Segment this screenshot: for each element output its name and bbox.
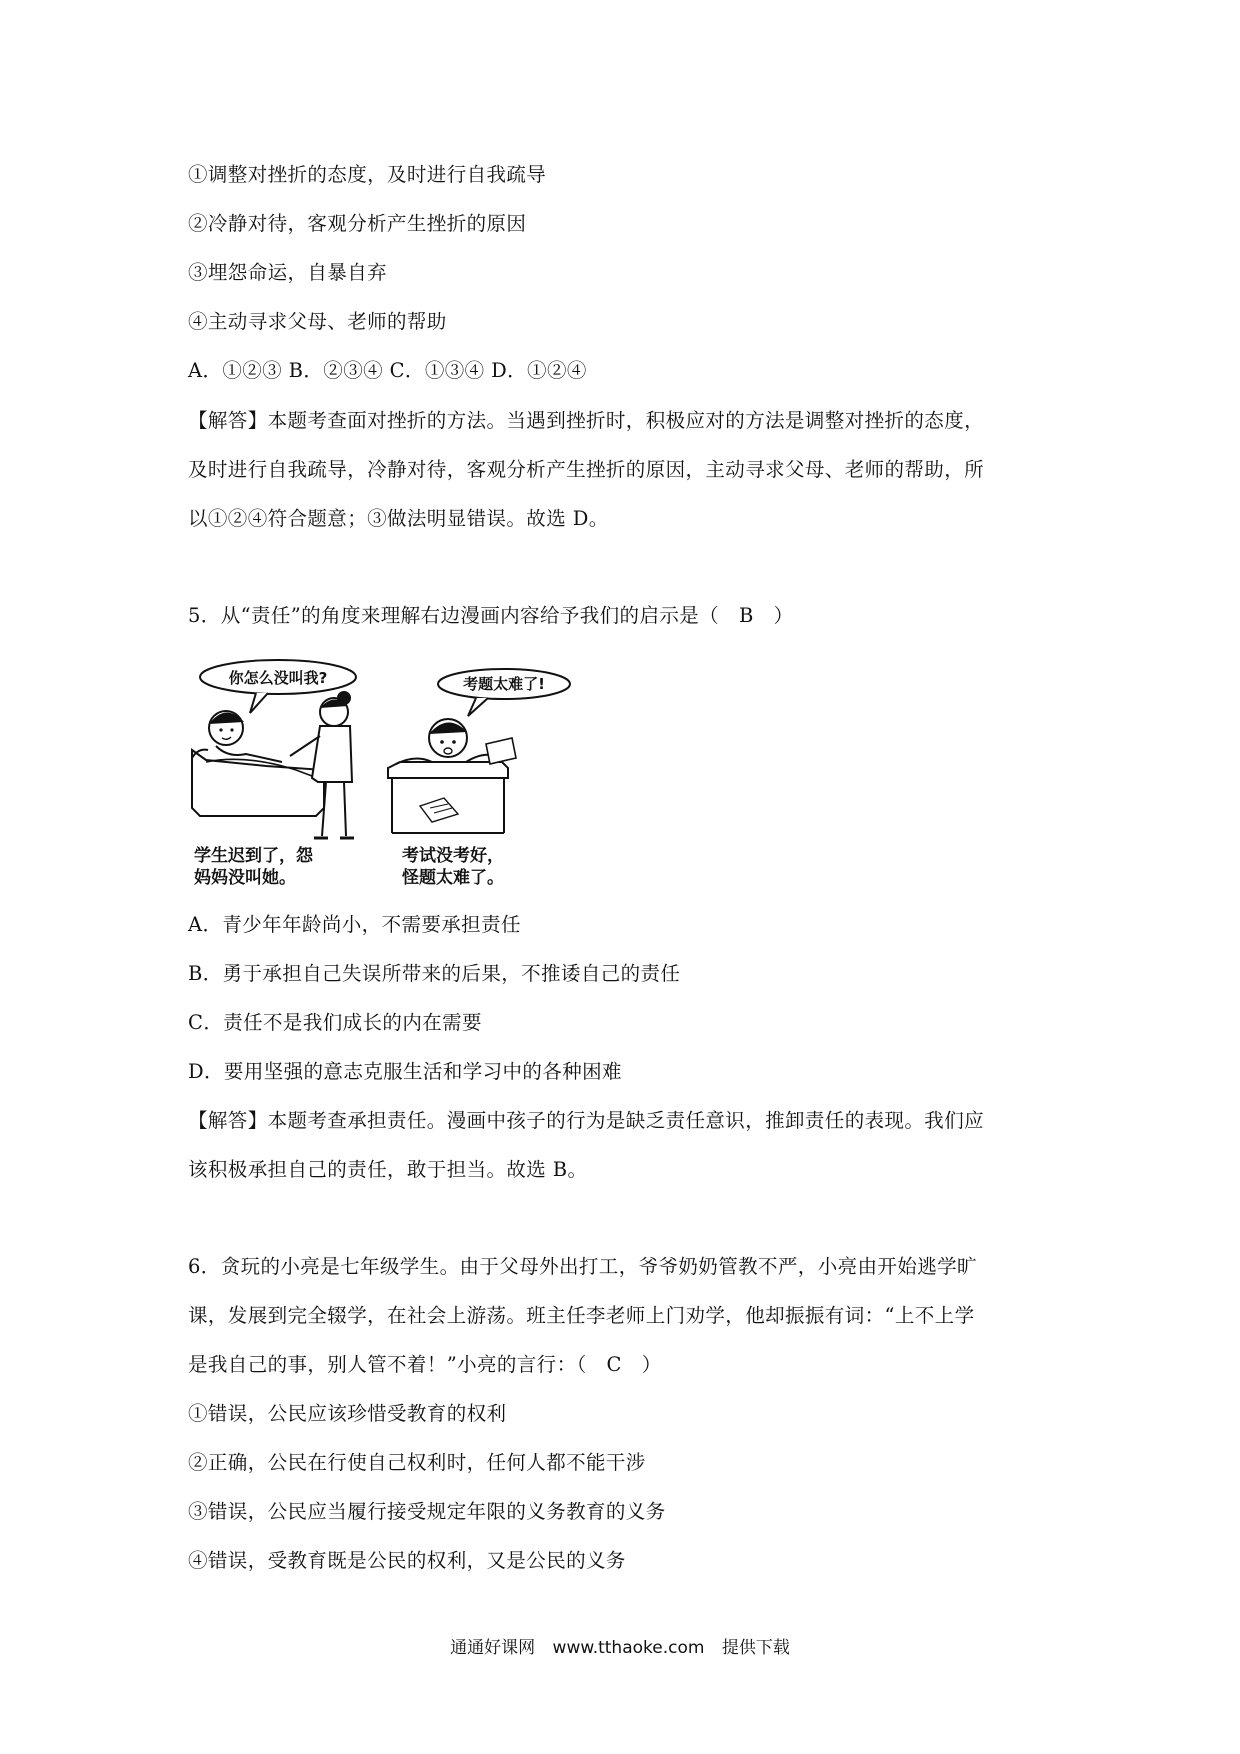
q5-answer-line-2: 该积极承担自己的责任，敢于担当。故选 B。 [188,1158,588,1181]
q5-option-a: A．青少年年龄尚小，不需要承担责任 [188,913,521,936]
footer-site-name: 通通好课网 [450,1638,536,1658]
q6-stem-line-3: 是我自己的事，别人管不着！”小亮的言行：（ C ） [188,1353,662,1376]
q6-option-3: ③错误，公民应当履行接受规定年限的义务教育的义务 [188,1500,666,1523]
comic-left-panel [192,660,356,888]
q5-comic [186,658,596,890]
q4-option-3: ③埋怨命运，自暴自弃 [188,261,388,284]
comic-left-bubble: 你怎么没叫我? [228,669,328,687]
q5-option-d: D．要用坚强的意志克服生活和学习中的各种困难 [188,1060,622,1083]
footer-url-link[interactable]: www.tthaoke.com [552,1638,705,1658]
q6-stem-line-2: 课，发展到完全辍学，在社会上游荡。班主任李老师上门劝学，他却振振有词：“上不上学 [188,1304,975,1327]
comic-right-caption-1: 考试没考好， [402,846,504,866]
q4-option-2: ②冷静对待，客观分析产生挫折的原因 [188,212,527,235]
q6-stem-line-1: 6．贪玩的小亮是七年级学生。由于父母外出打工，爷爷奶奶管教不严，小亮由开始逃学旷 [188,1255,977,1278]
q4-choices: A．①②③ B．②③④ C．①③④ D．①②④ [188,359,587,382]
q5-answer-line-1: 【解答】本题考查承担责任。漫画中孩子的行为是缺乏责任意识，推卸责任的表现。我们应 [188,1109,985,1132]
q5-option-b: B．勇于承担自己失误所带来的后果，不推诿自己的责任 [188,962,681,985]
comic-right-bubble: 考题太难了! [463,675,545,693]
q4-answer-line-3: 以①②④符合题意；③做法明显错误。故选 D。 [188,507,609,530]
q6-option-4: ④错误，受教育既是公民的权利，又是公民的义务 [188,1549,626,1572]
q4-answer-line-1: 【解答】本题考查面对挫折的方法。当遇到挫折时，积极应对的方法是调整对挫折的态度， [188,409,985,432]
comic-right-caption-2: 怪题太难了。 [402,868,504,888]
q4-option-4: ④主动寻求父母、老师的帮助 [188,310,447,333]
q5-stem: 5．从“责任”的角度来理解右边漫画内容给予我们的启示是（ B ） [188,604,794,627]
q6-option-1: ①错误，公民应该珍惜受教育的权利 [188,1402,507,1425]
q6-option-2: ②正确，公民在行使自己权利时，任何人都不能干涉 [188,1451,646,1474]
q4-option-1: ①调整对挫折的态度，及时进行自我疏导 [188,163,547,186]
footer-suffix: 提供下载 [721,1638,790,1658]
comic-right-panel [388,669,570,888]
comic-left-caption-1: 学生迟到了，怨 [194,846,313,866]
comic-left-caption-2: 妈妈没叫她。 [194,868,296,888]
q5-option-c: C．责任不是我们成长的内在需要 [188,1011,482,1034]
q4-answer-line-2: 及时进行自我疏导，冷静对待，客观分析产生挫折的原因，主动寻求父母、老师的帮助，所 [188,458,985,481]
page-footer [0,1633,1240,1658]
